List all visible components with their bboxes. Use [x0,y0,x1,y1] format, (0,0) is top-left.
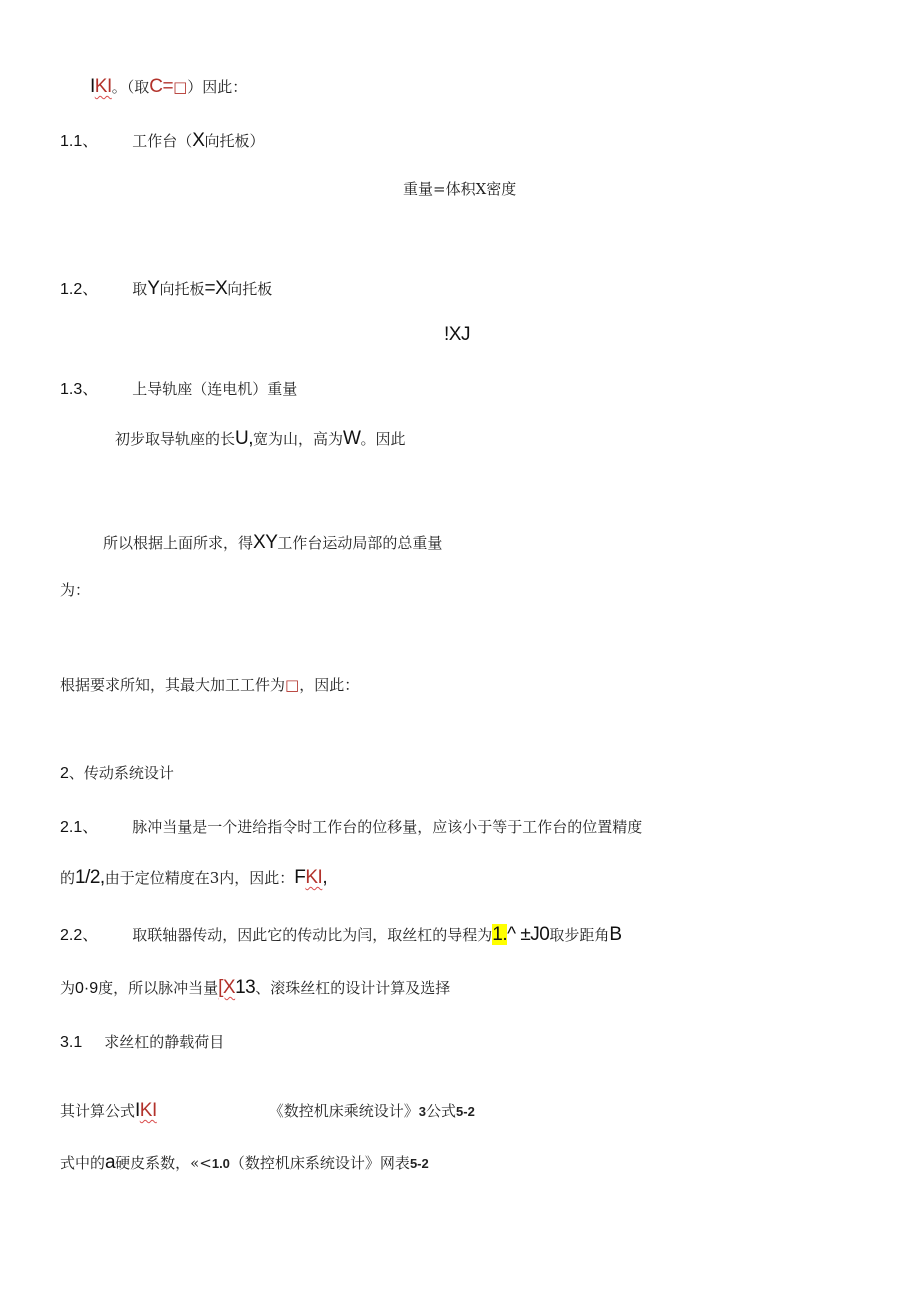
section-number: 13 [235,977,256,998]
weight-formula [403,179,516,199]
text: 。因此 [360,430,406,448]
text: 硬皮系数，«< [115,1154,212,1172]
text: 为： [60,581,91,599]
text: 为 [60,979,76,997]
book-reference: （数控机床系统设计》网表 [229,1154,410,1172]
total-weight-text [103,533,442,553]
section-2-2 [60,925,622,946]
text: 其计算公式 [60,1102,136,1120]
workpiece-text [60,675,359,695]
formula-symbol: XY [253,532,278,553]
text: ，因此： [299,676,360,694]
formula-symbol: B [609,924,622,945]
section-1-2 [60,279,272,300]
text: 度，所以脉冲当量 [98,979,219,997]
text: 求丝杠的静载荷目 [104,1033,225,1051]
text: 公式 [426,1102,457,1120]
formula-symbol: F [294,867,306,888]
total-weight-continuation [60,580,90,600]
section-number: 1.3、 [60,381,99,398]
section-number: 1.2、 [60,281,99,298]
text: 取 [132,280,148,298]
text: 。（取 [111,78,150,96]
text: 工作台（ [132,132,193,150]
text: 上导轨座（连电机）重量 [132,380,298,398]
formula-symbol: KI [139,1100,157,1121]
section-number: 1.1、 [60,133,99,150]
section-1-1 [60,131,264,152]
section-number: 3.1 [60,1034,83,1051]
text: 向托板 [159,280,205,298]
reference-number: 3 [418,1104,426,1119]
reference-number: 5-2 [409,1156,429,1171]
formula-symbol: =X [204,278,228,299]
formula-symbol: [X [218,977,236,998]
formula-symbol: ^ ±J0 [507,924,550,945]
reference-number: 5-2 [456,1104,475,1119]
text: 取联轴器传动，因此它的传动比为闫，取丝杠的导程为 [132,926,493,944]
text: 工作台运动局部的总重量 [277,534,443,552]
text: 向托板 [227,280,273,298]
section-2-1 [60,817,642,838]
formula-symbol: I [135,1100,140,1121]
formula-symbol: KI [94,76,112,97]
book-reference: 《数控机床乘统设计》 [268,1102,419,1120]
rail-dimensions [115,429,405,449]
text: 宽为山，高为 [253,430,344,448]
text: ）因此： [187,78,248,96]
section-1-3 [60,379,297,400]
formula-symbol: 1/2, [75,867,105,888]
text: 重量=体积X密度 [403,180,517,198]
formula-symbol: Y [147,278,160,299]
text: 脉冲当量是一个进给指令时工作台的位移量，应该小于等于工作台的位置精度 [132,818,643,836]
text: 初步取导轨座的长 [115,430,236,448]
text: 根据要求所知，其最大加工工件为 [60,676,286,694]
pulse-equivalent-text [60,868,327,888]
formula-reference [60,1101,475,1122]
formula-symbol-line [444,325,470,345]
section-number: 2.2、 [60,927,99,944]
reference-number: 1.0 [211,1156,230,1171]
step-angle-text [60,978,450,999]
text: 式中的 [60,1154,106,1172]
text: 、滚珠丝杠的设计计算及选择 [255,979,451,997]
section-number: 2 [60,765,69,782]
text: 所以根据上面所求，得 [103,534,254,552]
placeholder-box: □ [285,676,300,694]
formula-number: 0·9 [75,980,99,997]
formula-symbol: KI [305,867,323,888]
section-2-heading [60,763,174,784]
formula-symbol: , [322,867,328,888]
section-3-1 [60,1032,224,1053]
text: 向托板） [204,132,265,150]
text: 由于定位精度在3内，因此： [104,869,295,887]
formula-symbol: U, [235,428,254,449]
formula-symbol: a [105,1152,116,1173]
formula-symbol: C= [149,76,174,97]
formula-symbol: X [192,130,205,151]
formula-symbol-highlighted: 1. [492,924,508,945]
formula-symbol: I [90,76,95,97]
placeholder-box: □ [173,78,188,96]
text: 取步距角 [549,926,610,944]
section-number: 2.1、 [60,819,99,836]
formula-line-1 [90,77,247,97]
formula-symbol: !XJ [444,324,470,345]
coefficient-text [60,1153,429,1174]
formula-symbol: W [343,428,361,449]
text: 的 [60,869,76,887]
text: 、传动系统设计 [68,764,174,782]
